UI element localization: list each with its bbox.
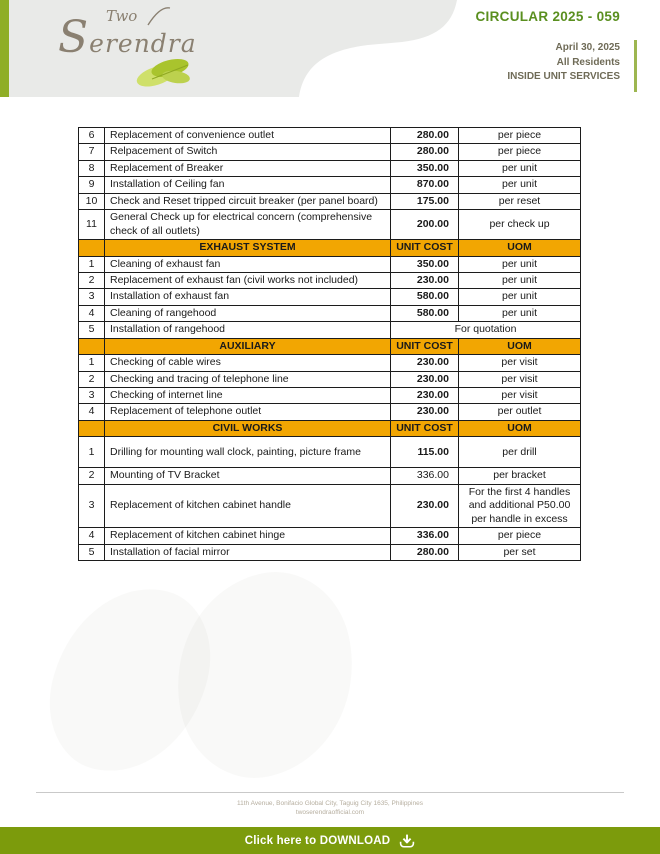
table-row <box>79 437 581 468</box>
table-row <box>79 484 581 527</box>
leaf-watermark <box>55 575 385 785</box>
row-description-cell: Replacement of telephone outlet <box>105 404 391 420</box>
row-unit-cost-cell: 336.00 <box>391 528 459 544</box>
download-arrow-tray-icon <box>399 833 415 849</box>
row-unit-cost-cell: 175.00 <box>391 193 459 209</box>
row-number-cell: 3 <box>79 388 105 404</box>
table-row <box>79 322 581 338</box>
row-number-cell: 1 <box>79 437 105 468</box>
download-button-label: Click here to DOWNLOAD <box>244 834 391 847</box>
section-header-row <box>79 338 581 354</box>
table-row <box>79 289 581 305</box>
table-row <box>79 177 581 193</box>
row-number-cell: 5 <box>79 544 105 560</box>
row-description-cell: Cleaning of rangehood <box>105 305 391 321</box>
row-description-cell: Drilling for mounting wall clock, painting, picture frame <box>105 437 391 468</box>
table-row <box>79 256 581 272</box>
row-number-cell: 5 <box>79 322 105 338</box>
table-row <box>79 193 581 209</box>
row-description-cell: Replacement of kitchen cabinet hinge <box>105 528 391 544</box>
section-title-cell: CIVIL WORKS <box>105 420 391 436</box>
row-uom-cell: per piece <box>459 144 581 160</box>
row-description-cell: Installation of rangehood <box>105 322 391 338</box>
row-number-cell: 2 <box>79 272 105 288</box>
row-uom-cell: per reset <box>459 193 581 209</box>
table-row <box>79 388 581 404</box>
row-unit-cost-cell: 336.00 <box>391 468 459 484</box>
table-row <box>79 272 581 288</box>
row-unit-cost-cell: 200.00 <box>391 210 459 240</box>
table-row <box>79 468 581 484</box>
section-number-cell <box>79 420 105 436</box>
row-number-cell: 4 <box>79 305 105 321</box>
row-uom-cell: per unit <box>459 177 581 193</box>
page-header <box>0 0 660 97</box>
row-uom-cell: per visit <box>459 388 581 404</box>
row-unit-cost-cell: 230.00 <box>391 388 459 404</box>
row-description-cell: Checking and tracing of telephone line <box>105 371 391 387</box>
row-description-cell: Replacement of Breaker <box>105 160 391 176</box>
row-uom-cell: per visit <box>459 371 581 387</box>
section-unit-cost-label-cell: UNIT COST <box>391 420 459 436</box>
row-uom-cell: per drill <box>459 437 581 468</box>
table-row <box>79 144 581 160</box>
two-serendra-logo <box>58 2 208 97</box>
circular-date: April 30, 2025 <box>555 42 620 53</box>
row-description-cell: Relpacement of Switch <box>105 144 391 160</box>
row-unit-cost-cell: 350.00 <box>391 256 459 272</box>
row-number-cell: 9 <box>79 177 105 193</box>
section-header-row <box>79 420 581 436</box>
table-row <box>79 128 581 144</box>
table-row <box>79 544 581 560</box>
row-unit-cost-cell: 350.00 <box>391 160 459 176</box>
row-uom-cell: per piece <box>459 528 581 544</box>
circular-number-title: CIRCULAR 2025 - 059 <box>475 9 620 24</box>
row-number-cell: 1 <box>79 256 105 272</box>
row-uom-cell: per piece <box>459 128 581 144</box>
row-uom-cell: per set <box>459 544 581 560</box>
row-uom-cell: per unit <box>459 160 581 176</box>
row-description-cell: Installation of exhaust fan <box>105 289 391 305</box>
header-info-block <box>507 41 620 85</box>
section-number-cell <box>79 338 105 354</box>
row-number-cell: 6 <box>79 128 105 144</box>
row-number-cell: 10 <box>79 193 105 209</box>
table-row <box>79 528 581 544</box>
footer-website: twoserendraofficial.com <box>295 809 365 816</box>
row-unit-cost-cell: 280.00 <box>391 144 459 160</box>
table-row <box>79 355 581 371</box>
header-accent-line <box>634 40 637 92</box>
section-uom-label-cell: UOM <box>459 420 581 436</box>
row-number-cell: 8 <box>79 160 105 176</box>
row-unit-cost-cell: 580.00 <box>391 305 459 321</box>
section-uom-label-cell: UOM <box>459 240 581 256</box>
row-number-cell: 2 <box>79 468 105 484</box>
circular-subject: INSIDE UNIT SERVICES <box>507 71 620 82</box>
section-uom-label-cell: UOM <box>459 338 581 354</box>
row-description-cell: Check and Reset tripped circuit breaker (per panel board) <box>105 193 391 209</box>
footer-address-line: 11th Avenue, Bonifacio Global City, Taguig City 1635, Philippines <box>237 800 423 807</box>
row-number-cell: 4 <box>79 528 105 544</box>
table-row <box>79 404 581 420</box>
section-title-cell: AUXILIARY <box>105 338 391 354</box>
services-price-table <box>78 127 581 561</box>
footer-divider <box>36 792 624 793</box>
section-header-row <box>79 240 581 256</box>
row-unit-cost-cell: 870.00 <box>391 177 459 193</box>
services-table-body <box>79 128 581 561</box>
row-number-cell: 3 <box>79 484 105 527</box>
table-row <box>79 160 581 176</box>
row-description-cell: Replacement of exhaust fan (civil works not included) <box>105 272 391 288</box>
table-row <box>79 305 581 321</box>
row-merged-note-cell: For quotation <box>391 322 581 338</box>
row-unit-cost-cell: 230.00 <box>391 355 459 371</box>
row-uom-cell: per check up <box>459 210 581 240</box>
circular-audience: All Residents <box>556 56 620 68</box>
row-unit-cost-cell: 280.00 <box>391 544 459 560</box>
table-row <box>79 210 581 240</box>
row-description-cell: Checking of cable wires <box>105 355 391 371</box>
row-description-cell: Installation of facial mirror <box>105 544 391 560</box>
row-uom-cell: For the first 4 handles and additional P50.00 per handle in excess <box>459 484 581 527</box>
row-unit-cost-cell: 115.00 <box>391 437 459 468</box>
row-description-cell: General Check up for electrical concern (comprehensive check of all outlets) <box>105 210 391 240</box>
row-description-cell: Mounting of TV Bracket <box>105 468 391 484</box>
row-number-cell: 3 <box>79 289 105 305</box>
row-number-cell: 7 <box>79 144 105 160</box>
row-uom-cell: per bracket <box>459 468 581 484</box>
table-row <box>79 371 581 387</box>
leaf-icon <box>130 52 200 92</box>
row-number-cell: 11 <box>79 210 105 240</box>
section-unit-cost-label-cell: UNIT COST <box>391 338 459 354</box>
row-number-cell: 4 <box>79 404 105 420</box>
row-number-cell: 1 <box>79 355 105 371</box>
row-unit-cost-cell: 230.00 <box>391 371 459 387</box>
row-uom-cell: per visit <box>459 355 581 371</box>
download-button[interactable] <box>0 827 660 854</box>
logo-word-serendra: Serendra <box>58 12 197 63</box>
row-unit-cost-cell: 230.00 <box>391 272 459 288</box>
row-description-cell: Checking of internet line <box>105 388 391 404</box>
watermark-leaf-shape <box>34 570 226 791</box>
watermark-leaf-shape <box>156 558 374 791</box>
row-unit-cost-cell: 230.00 <box>391 404 459 420</box>
left-green-strip <box>0 0 9 97</box>
row-uom-cell: per unit <box>459 305 581 321</box>
row-unit-cost-cell: 230.00 <box>391 484 459 527</box>
row-uom-cell: per unit <box>459 256 581 272</box>
section-title-cell: EXHAUST SYSTEM <box>105 240 391 256</box>
row-uom-cell: per unit <box>459 272 581 288</box>
footer-address-block <box>0 799 660 817</box>
row-unit-cost-cell: 280.00 <box>391 128 459 144</box>
row-description-cell: Cleaning of exhaust fan <box>105 256 391 272</box>
logo-word-two: Two <box>106 7 138 25</box>
row-uom-cell: per outlet <box>459 404 581 420</box>
section-unit-cost-label-cell: UNIT COST <box>391 240 459 256</box>
row-description-cell: Installation of Ceiling fan <box>105 177 391 193</box>
row-number-cell: 2 <box>79 371 105 387</box>
row-description-cell: Replacement of convenience outlet <box>105 128 391 144</box>
section-number-cell <box>79 240 105 256</box>
row-unit-cost-cell: 580.00 <box>391 289 459 305</box>
row-description-cell: Replacement of kitchen cabinet handle <box>105 484 391 527</box>
row-uom-cell: per unit <box>459 289 581 305</box>
